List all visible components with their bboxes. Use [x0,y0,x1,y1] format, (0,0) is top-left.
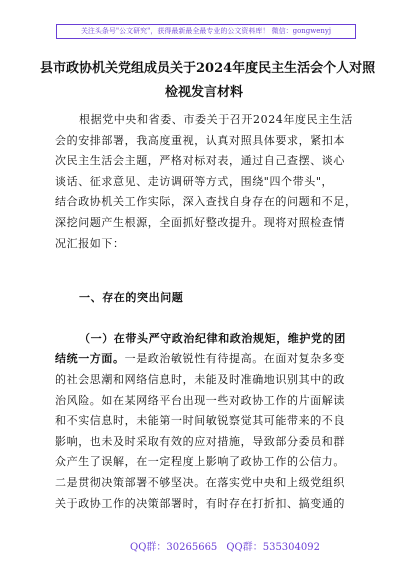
subsection-text: 一是政治敏锐性有待提高。在面对复杂多变 [124,352,346,366]
subsection-heading-bold: （一）在带头严守政治纪律和政治规矩，维护党的团 [79,331,346,345]
document-title-line-2: 检视发言材料 [164,85,243,100]
footer [130,538,320,553]
body-line: 和不实信息时，未能第一时间敏锐察觉其可能带来的不良 [55,414,345,428]
intro-line: 会的安排部署，我高度重视，认真对照具体要求，紧扣本 [55,133,345,147]
intro-line: 根据党中央和省委、市委关于召开2024年度民主生活 [79,113,353,126]
document-body [55,110,360,514]
intro-line: 结合政协机关工作实际，深入查找自身存在的问题和不足， [55,195,357,209]
section-heading: 一、存在的突出问题 [79,291,184,305]
body-line: 众产生了误解，在一定程度上影响了政协工作的公信力。 [55,455,345,469]
body-line: 治风险。如在某网络平台出现一些对政协工作的片面解读 [55,393,345,407]
body-line: 的社会思潮和网络信息时，未能及时准确地识别其中的政 [55,372,345,386]
top-banner: 关注头条号"公文研究"，获得最新最全最专业的公文资料库！ 微信：gongwenyj [56,24,356,39]
footer-qq-group-1: QQ群：30265665 [130,542,218,553]
body-line: 影响，也未及时采取有效的应对措施，导致部分委员和群 [55,434,345,448]
intro-line: 深挖问题产生根源，全面抓好整改提升。现将对照检查情 [55,215,345,229]
body-line: 二是贯彻决策部署不够坚决。在落实党中央和上级党组织 [55,475,345,489]
intro-line: 次民主生活会主题，严格对标对表，通过自己查摆、谈心 [55,154,345,168]
subsection-line [55,349,360,370]
intro-line: 况汇报如下： [55,236,125,250]
body-line: 关于政协工作的决策部署时，有时存在打折扣、搞变通的 [55,496,345,510]
intro-line: 谈话、征求意见、走访调研等方式，围绕"四个带头"， [55,174,334,188]
subsection-heading-bold-cont: 结统一方面。 [55,352,125,366]
subsection-heading [55,329,360,350]
footer-qq-group-2: QQ群：535304092 [226,542,320,553]
document-title-line-1: 县市政协机关党组成员关于2024年度民主生活会个人对照 [40,61,376,76]
